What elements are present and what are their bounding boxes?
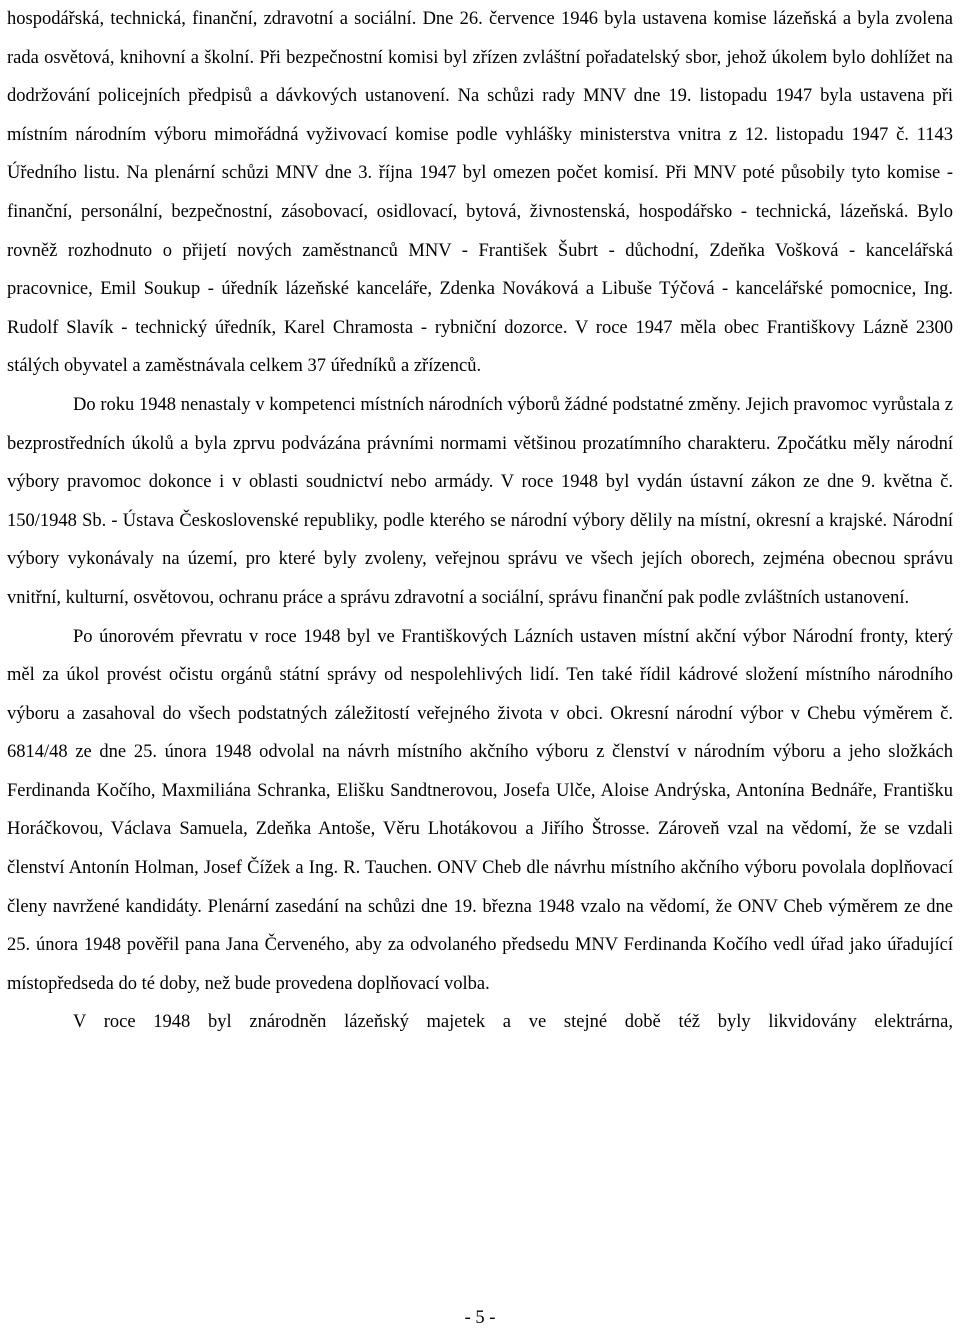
body-text	[7, 0, 953, 1042]
paragraph-4: V roce 1948 byl znárodněn lázeňský majetek a ve stejné době též byly likvidovány elektrárna,	[73, 1012, 953, 1033]
paragraph-3: Po únorovém převratu v roce 1948 byl ve Františkových Lázních ustaven místní akční výbor Národní fronty, který měl za úkol provést očistu orgánů státní správy od nespolehlivých lidí. Ten také řídil kádrové složení místního národního výboru a zasahoval do všech podstatných záležitostí veřejného života v obci. Okresní národní výbor v Chebu výměrem č. 6814/48 ze dne 25. února 1948 odvolal na návrh místního akčního výboru z členství v národním výboru a jeho složkách Ferdinanda Kočího, Maxmiliána Schranka, Elišku Sandtnerovou, Josefa Ulče, Aloise Andrýska, Antonína Bednáře, Františku Horáčkovou, Václava Samuela, Zdeňka Antoše, Věru Lhotákovou a Jiřího Štrosse. Zároveň vzal na vědomí, že se vzdali členství Antonín Holman, Josef Čížek a Ing. R. Tauchen. ONV Cheb dle návrhu místního akčního výboru povolala doplňovací členy navržené kandidáty. Plenární zasedání na schůzi dne 19. března 1948 vzalo na vědomí, že ONV Cheb výměrem ze dne 25. února 1948 pověřil pana Jana Červeného, aby za odvolaného předsedu MNV Ferdinanda Kočího vedl úřad jako úřadující místopředseda do té doby, než bude provedena doplňovací volba.	[7, 626, 953, 994]
paragraph-1: hospodářská, technická, finanční, zdravotní a sociální. Dne 26. července 1946 byla ustavena komise lázeňská a byla zvolena rada osvětová, knihovní a školní. Při bezpečnostní komisi byl zřízen zvláštní pořadatelský sbor, jehož úkolem bylo dohlížet na dodržování policejních předpisů a dávkových ustanovení. Na schůzi rady MNV dne 19. listopadu 1947 byla ustavena při místním národním výboru mimořádná vyživovací komise podle vyhlášky ministerstva vnitra z 12. listopadu 1947 č. 1143 Úředního listu. Na plenární schůzi MNV dne 3. října 1947 byl omezen počet komisí. Při MNV poté působily tyto komise - finanční, personální, bezpečnostní, zásobovací, osidlovací, bytová, živnostenská, hospodářsko - technická, lázeňská. Bylo rovněž rozhodnuto o přijetí nových zaměstnanců MNV - František Šubrt - důchodní, Zdeňka Vošková - kancelářská pracovnice, Emil Soukup - úředník lázeňské kanceláře, Zdenka Nováková a Libuše Týčová - kancelářské pomocnice, Ing. Rudolf Slavík - technický úředník, Karel Chramosta - rybniční dozorce. V roce 1947 měla obec Františkovy Lázně 2300 stálých obyvatel a zaměstnávala celkem 37 úředníků a zřízenců.	[7, 9, 953, 377]
page-number: - 5 -	[464, 1308, 496, 1328]
paragraph-2: Do roku 1948 nenastaly v kompetenci místních národních výborů žádné podstatné změny. Jejich pravomoc vyrůstala z bezprostředních úkolů a byla zprvu podvázána právními normami většinou prozatímního charakteru. Zpočátku měly národní výbory pravomoc dokonce i v oblasti soudnictví nebo armády. V roce 1948 byl vydán ústavní zákon ze dne 9. května č. 150/1948 Sb. - Ústava Československé republiky, podle kterého se národní výbory dělily na místní, okresní a krajské. Národní výbory vykonávaly na území, pro které byly zvoleny, veřejnou správu ve všech jejích oborech, zejména obecnou správu vnitřní, kulturní, osvětovou, ochranu práce a správu zdravotní a sociální, správu finanční pak podle zvláštních ustanovení.	[7, 394, 953, 608]
